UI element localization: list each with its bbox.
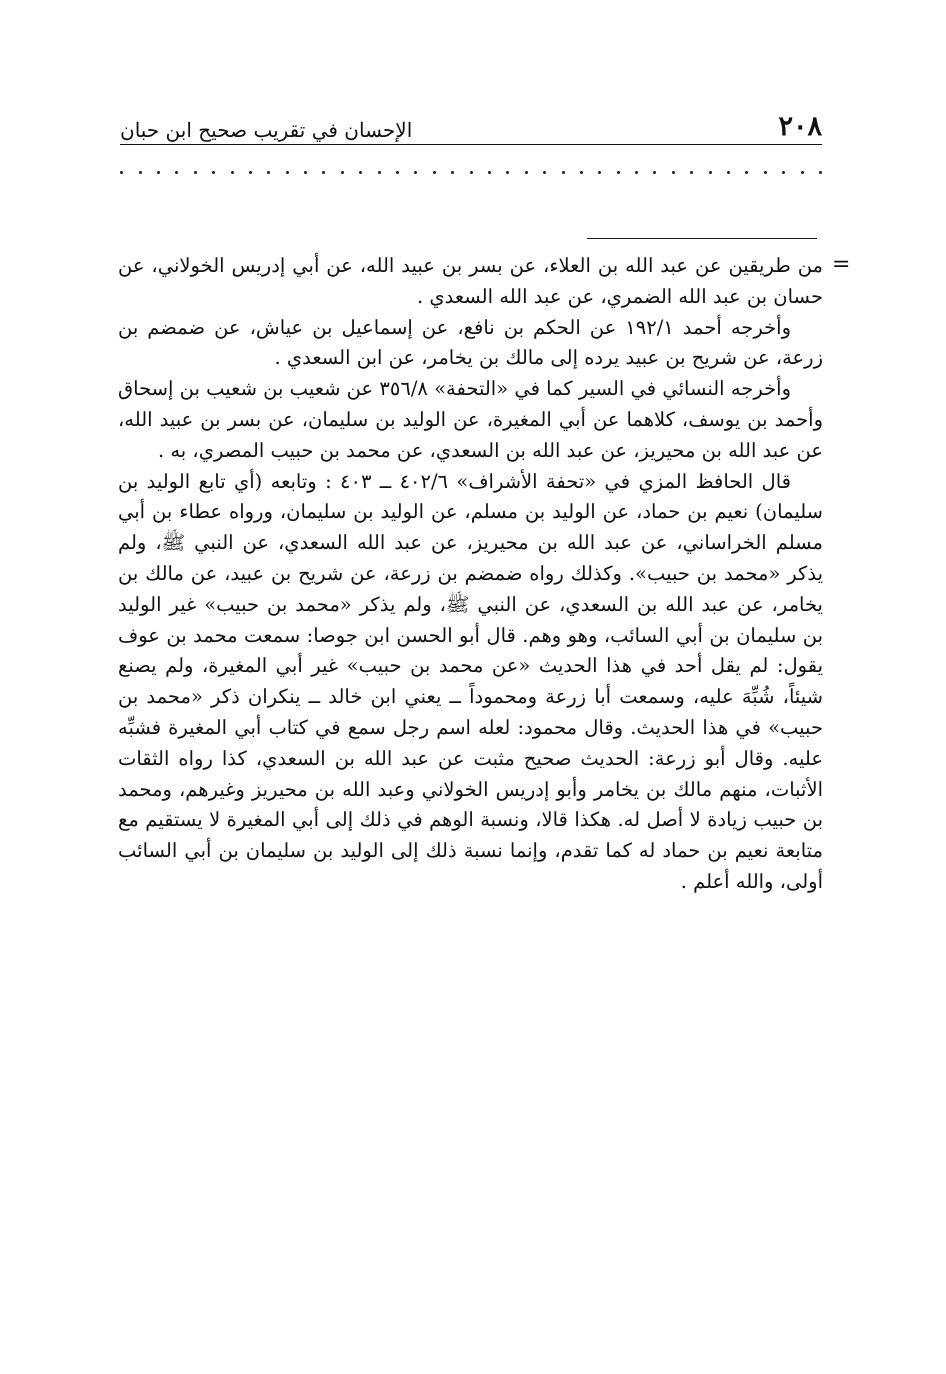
separator-dot [543,171,546,174]
separator-dot [120,171,123,174]
separator-dot [488,171,491,174]
separator-dot [286,171,289,174]
header-rule [120,144,822,145]
footnote-paragraph: وأخرجه أحمد ١٩٢/١ عن الحكم بن نافع، عن إسماعيل بن عياش، عن ضمضم بن زرعة، عن شريح بن عبيد يرده إلى مالك بن يخامر، عن ابن السعدي . [118,315,823,370]
separator-dot [139,171,142,174]
separator-dot [653,171,656,174]
separator-dot [231,171,234,174]
separator-dot [562,171,565,174]
footnote-text [118,251,823,898]
footnote-paragraph: قال الحافظ المزي في «تحفة الأشراف» ٤٠٢/٦ ــ ٤٠٣ : وتابعه (أي تابع الوليد بن سليمان) نعيم بن حماد، عن الوليد بن مسلم، عن الوليد بن سليمان، ورواه عطاء بن أبي مسلم الخراساني، عن عبد الله بن محيريز، عن عبد الله السعدي، عن النبي ﷺ، ولم يذكر «محمد بن حبيب». وكذلك رواه ضمضم بن زرعة، عن شريح بن عبيد، عن مالك بن يخامر، عن عبد الله بن السعدي، عن النبي ﷺ، ولم يذكر «محمد بن حبيب» غير الوليد بن سليمان بن أبي السائب، وهو وهم. قال أبو الحسن ابن جوصا: سمعت محمد بن عوف يقول: لم يقل أحد في هذا الحديث «عن محمد بن حبيب» غير أبي المغيرة، ولم يصنع شيئاً، شُبِّهَ عليه، وسمعت أبا زرعة ومحموداً ــ يعني ابن خالد ــ ينكران ذكر «محمد بن حبيب» في هذا الحديث. وقال محمود: لعله اسم رجل سمع في كتاب أبي المغيرة فشبِّه عليه. وقال أبو زرعة: الحديث صحيح مثبت عن عبد الله بن السعدي، كذا رواه الثقات الأثبات، منهم مالك بن يخامر وأبو إدريس الخولاني وعبد الله بن محيريز وغيرهم، ومحمد بن حبيب زيادة لا أصل له. هكذا قالا، ونسبة الوهم في ذلك إلى أبي المغيرة لا يستقيم مع متابعة نعيم بن حماد له كما تقدم، وإنما نسبة ذلك إلى الوليد بن سليمان بن أبي السائب أولى، والله أعلم . [118,469,823,893]
separator-dot [267,171,270,174]
separator-dot [598,171,601,174]
separator-dot [709,171,712,174]
separator-dot [451,171,454,174]
book-title: الإحسان في تقريب صحيح ابن حبان [120,118,413,142]
separator-dot [322,171,325,174]
separator-dot [433,171,436,174]
separator-dot [690,171,693,174]
separator-dot [635,171,638,174]
separator-dot [414,171,417,174]
footnote-paragraph: وأخرجه النسائي في السير كما في «التحفة» ٣٥٦/٨ عن شعيب بن شعيب بن إسحاق وأحمد بن يوسف، كلاهما عن أبي المغيرة، عن الوليد بن سليمان، عن بسر بن عبيد الله، عن عبد الله بن محيريز، عن عبد الله بن السعدي، عن محمد بن حبيب المصري، به . [118,377,823,462]
footnote-paragraph: من طريقين عن عبد الله بن العلاء، عن بسر بن عبيد الله، عن أبي إدريس الخولاني، عن حسان بن عبد الله الضمري، عن عبد الله السعدي . [118,254,823,308]
dotted-separator [120,160,822,184]
separator-dot [212,171,215,174]
separator-dot [745,171,748,174]
separator-dot [359,171,362,174]
separator-dot [304,171,307,174]
footnote-rule [587,238,817,239]
separator-dot [506,171,509,174]
separator-dot [157,171,160,174]
separator-dot [580,171,583,174]
separator-dot [727,171,730,174]
separator-dot [801,171,804,174]
separator-dot [378,171,381,174]
separator-dot [617,171,620,174]
separator-dot [249,171,252,174]
separator-dot [341,171,344,174]
separator-dot [819,171,822,174]
page-number: ٢٠٨ [778,111,822,142]
separator-dot [525,171,528,174]
footnote-continuation-mark: = [832,252,851,277]
separator-dot [782,171,785,174]
separator-dot [672,171,675,174]
separator-dot [396,171,399,174]
separator-dot [175,171,178,174]
separator-dot [470,171,473,174]
running-header [120,96,822,140]
separator-dot [194,171,197,174]
separator-dot [764,171,767,174]
